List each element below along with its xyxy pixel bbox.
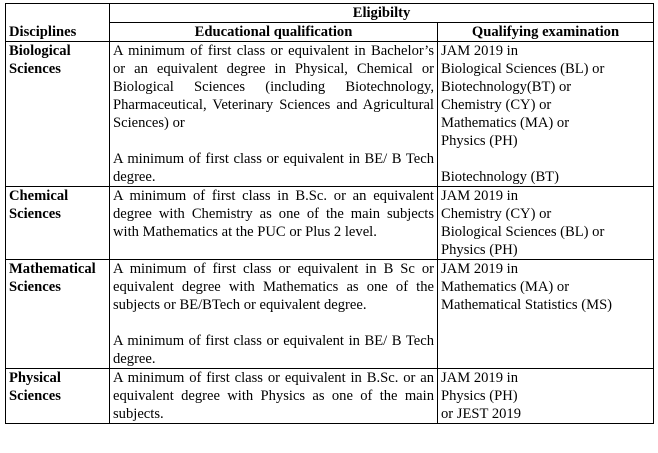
table-row-chemical-sciences [6, 187, 654, 260]
column-header-disciplines: Disciplines [6, 4, 110, 42]
discipline-line: Mathematical [9, 261, 96, 277]
discipline-cell [6, 42, 110, 187]
column-header-educational-qualification: Educational qualification [110, 23, 438, 42]
discipline-line: Sciences [9, 388, 61, 404]
discipline-cell [6, 260, 110, 369]
discipline-line: Chemical [9, 188, 69, 204]
education-paragraph: A minimum of first class or equivalent in B Sc or equivalent degree with Mathematics as one of the subjects or BE/BTech or equivalent degree. [113, 261, 434, 313]
education-cell [110, 187, 438, 260]
education-paragraph: A minimum of first class or equivalent in Bachelor’s or an equivalent degree in Physical, Chemical or Biological Sciences (including Biotechnology, Pharmaceutical, Veterinary Sciences and Agricultural Sciences) or [113, 43, 434, 131]
discipline-line: Sciences [9, 61, 61, 77]
discipline-line: Physical [9, 370, 61, 386]
exam-line: Chemistry (CY) or [441, 206, 552, 222]
discipline-line: Sciences [9, 206, 61, 222]
eligibility-table [5, 3, 654, 424]
column-header-eligibility: Eligibilty [110, 4, 654, 23]
education-cell [110, 260, 438, 369]
column-header-qualifying-examination: Qualifying examination [438, 23, 654, 42]
education-cell [110, 42, 438, 187]
header-row-top [6, 4, 654, 23]
exam-line: Chemistry (CY) or [441, 97, 552, 113]
discipline-cell [6, 369, 110, 424]
education-paragraph: A minimum of first class in B.Sc. or an equivalent degree with Chemistry as one of the main subjects with Mathematics at the PUC or Plus 2 level. [113, 188, 434, 240]
exam-cell [438, 42, 654, 187]
exam-line: JAM 2019 in [441, 261, 519, 277]
exam-line: Physics (PH) [441, 242, 518, 258]
exam-line: or JEST 2019 [441, 406, 522, 422]
exam-line: JAM 2019 in [441, 188, 519, 204]
exam-line: Physics (PH) [441, 388, 518, 404]
exam-line: Physics (PH) [441, 133, 518, 149]
discipline-line: Sciences [9, 279, 61, 295]
exam-line: JAM 2019 in [441, 370, 519, 386]
discipline-cell [6, 187, 110, 260]
exam-line: JAM 2019 in [441, 43, 519, 59]
exam-line: Mathematics (MA) or [441, 115, 570, 131]
exam-cell [438, 260, 654, 369]
exam-line: Biotechnology (BT) [441, 169, 559, 185]
eligibility-document [5, 3, 653, 424]
table-row-biological-sciences [6, 42, 654, 187]
exam-line: Mathematics (MA) or [441, 279, 570, 295]
exam-line: Mathematical Statistics (MS) [441, 297, 613, 313]
exam-line: Biological Sciences (BL) or [441, 61, 605, 77]
exam-cell [438, 369, 654, 424]
exam-line: Biological Sciences (BL) or [441, 224, 605, 240]
exam-cell [438, 187, 654, 260]
education-cell [110, 369, 438, 424]
exam-line: Biotechnology(BT) or [441, 79, 572, 95]
table-row-physical-sciences [6, 369, 654, 424]
education-paragraph: A minimum of first class or equivalent in BE/ B Tech degree. [113, 333, 434, 367]
discipline-line: Biological [9, 43, 71, 59]
education-paragraph: A minimum of first class or equivalent in BE/ B Tech degree. [113, 151, 434, 185]
table-row-mathematical-sciences [6, 260, 654, 369]
education-paragraph: A minimum of first class or equivalent in B.Sc. or an equivalent degree with Physics as one of the main subjects. [113, 370, 434, 422]
